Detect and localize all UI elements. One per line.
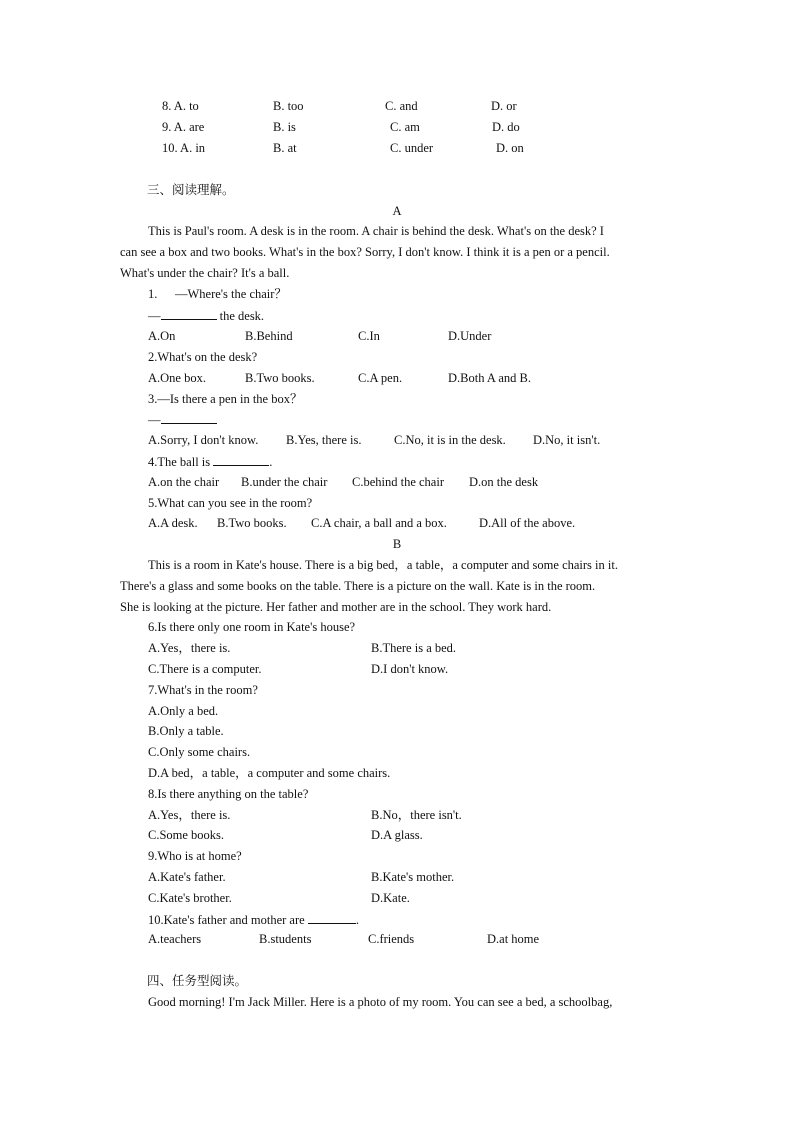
- option-d: D.A glass.: [371, 828, 423, 842]
- option-a: A.Yes，there is.: [148, 808, 231, 822]
- option-b: B.There is a bed.: [371, 641, 457, 655]
- passage-line: Good morning! I'm Jack Miller. Here is a photo of my room. You can see a bed, a schoolbag,: [148, 995, 613, 1009]
- answer-line: [148, 307, 264, 324]
- option-d: D. on: [496, 141, 524, 155]
- option-d: D.A bed，a table，a computer and some chairs.: [148, 766, 391, 780]
- question-text: 3.—Is there a pen in the box？: [148, 392, 303, 406]
- question-text: 5.What can you see in the room?: [148, 496, 313, 510]
- option-d: D. do: [492, 120, 520, 134]
- option-c: C.In: [358, 329, 380, 343]
- option-d: D.Under: [448, 329, 492, 343]
- option-d: D.at home: [487, 932, 540, 946]
- question-text: 8.Is there anything on the table?: [148, 787, 309, 801]
- question-text: 6.Is there only one room in Kate's house?: [148, 620, 356, 634]
- answer-blank[interactable]: [161, 307, 217, 320]
- answer-blank[interactable]: [161, 411, 217, 424]
- option-c: C.A chair, a ball and a box.: [311, 516, 447, 530]
- option-a: A.Kate's father.: [148, 870, 226, 884]
- dash: —: [148, 309, 161, 323]
- option-b: B.Only a table.: [148, 724, 224, 738]
- question-text: —Where's the chair？: [175, 287, 287, 301]
- passage-line: There's a glass and some books on the table. There is a picture on the wall. Kate is in the room.: [120, 579, 596, 593]
- option-c: C. and: [385, 99, 418, 113]
- option-a: A.Sorry, I don't know.: [148, 433, 259, 447]
- option-a: 8. A. to: [162, 99, 199, 113]
- question-text: 9.Who is at home?: [148, 849, 242, 863]
- section-heading: 三、阅读理解。: [147, 182, 235, 197]
- option-b: B.Two books.: [245, 371, 315, 385]
- option-a: A.On: [148, 329, 176, 343]
- option-b: B. at: [273, 141, 297, 155]
- option-c: C.Only some chairs.: [148, 745, 251, 759]
- option-c: C.There is a computer.: [148, 662, 262, 676]
- passage-line: can see a box and two books. What's in the box? Sorry, I don't know. I think it is a pen or a pencil.: [120, 245, 610, 259]
- passage-label: A: [392, 204, 402, 218]
- option-b: B. too: [273, 99, 304, 113]
- option-d: D.on the desk: [469, 475, 539, 489]
- question-stem: 10.Kate's father and mother are: [148, 913, 308, 927]
- option-c: C.A pen.: [358, 371, 403, 385]
- question-text: [148, 911, 359, 928]
- passage-line: What's under the chair? It's a ball.: [120, 266, 290, 280]
- question-number: 1.: [148, 287, 158, 301]
- passage-line: She is looking at the picture. Her father and mother are in the school. They work hard.: [120, 600, 552, 614]
- answer-blank[interactable]: [308, 911, 356, 924]
- option-b: B. is: [273, 120, 296, 134]
- option-d: D.Both A and B.: [448, 371, 531, 385]
- option-b: B.Behind: [245, 329, 293, 343]
- question-stem: 4.The ball is: [148, 455, 214, 469]
- option-d: D.I don't know.: [371, 662, 449, 676]
- option-a: A.One box.: [148, 371, 206, 385]
- question-text: 2.What's on the desk?: [148, 350, 258, 364]
- passage-line: This is a room in Kate's house. There is a big bed，a table，a computer and some chairs in it.: [148, 558, 618, 572]
- question-text: 7.What's in the room?: [148, 683, 258, 697]
- option-c: C.Kate's brother.: [148, 891, 232, 905]
- section-heading: 四、任务型阅读。: [147, 973, 248, 988]
- option-a: A.Only a bed.: [148, 704, 219, 718]
- option-c: C.behind the chair: [352, 475, 444, 489]
- option-b: B.under the chair: [241, 475, 328, 489]
- answer-line: [148, 411, 217, 428]
- option-b: B.Yes, there is.: [286, 433, 362, 447]
- option-a: 10. A. in: [162, 141, 206, 155]
- passage-line: This is Paul's room. A desk is in the room. A chair is behind the desk. What's on the desk? I: [148, 224, 604, 238]
- question-suffix: .: [355, 913, 359, 927]
- option-b: B.Two books.: [217, 516, 287, 530]
- option-d: D.All of the above.: [479, 516, 576, 530]
- option-a: A.teachers: [148, 932, 202, 946]
- option-b: B.No，there isn't.: [371, 808, 462, 822]
- option-d: D.Kate.: [371, 891, 410, 905]
- option-a: A.A desk.: [148, 516, 198, 530]
- option-c: C.Some books.: [148, 828, 225, 842]
- passage-label: B: [392, 537, 402, 551]
- option-a: A.on the chair: [148, 475, 220, 489]
- option-a: 9. A. are: [162, 120, 205, 134]
- answer-suffix: the desk.: [216, 309, 265, 323]
- dash: —: [148, 413, 161, 427]
- option-c: C.friends: [368, 932, 415, 946]
- option-d: D.No, it isn't.: [533, 433, 601, 447]
- option-c: C.No, it is in the desk.: [394, 433, 506, 447]
- option-b: B.Kate's mother.: [371, 870, 455, 884]
- option-c: C. under: [390, 141, 434, 155]
- option-a: A.Yes，there is.: [148, 641, 231, 655]
- option-c: C. am: [390, 120, 420, 134]
- answer-blank[interactable]: [213, 453, 269, 466]
- question-text: [148, 453, 272, 470]
- option-b: B.students: [259, 932, 312, 946]
- option-d: D. or: [491, 99, 517, 113]
- question-suffix: .: [269, 455, 273, 469]
